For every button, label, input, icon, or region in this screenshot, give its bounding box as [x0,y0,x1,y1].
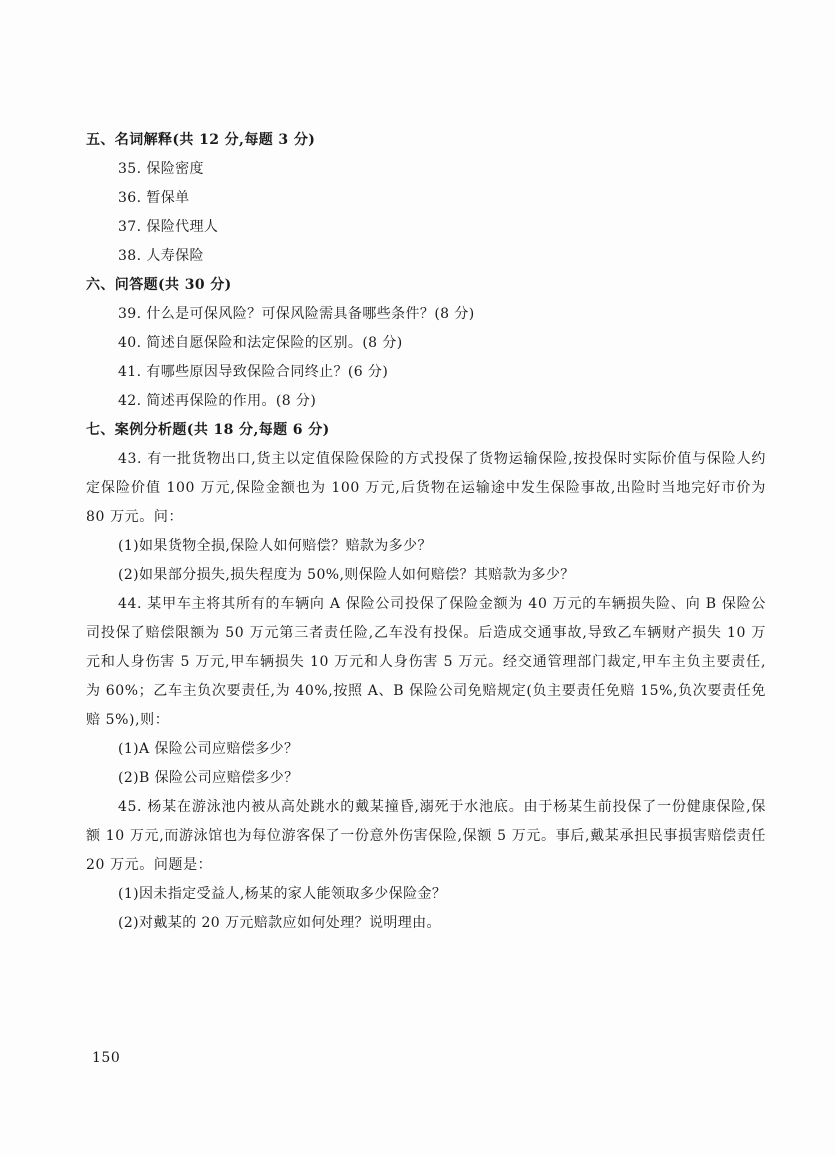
question-40: 40. 简述自愿保险和法定保险的区别。(8 分) [118,335,403,351]
question-43-stem: 43. 有一批货物出口,货主以定值保险保险的方式投保了货物运输保险,按投保时实际价值与保险人约定保险价值 100 万元,保险金额也为 100 万元,后货物在运输途中发生保险事故,出险时当地完好市价为 80 万元。问： [86,451,766,525]
question-44-sub-2: (2)B 保险公司应赔偿多少？ [118,770,299,786]
question-37: 37. 保险代理人 [118,219,219,235]
question-45-sub-1: (1)因未指定受益人,杨某的家人能领取多少保险金？ [118,886,447,902]
question-35: 35. 保险密度 [118,161,204,177]
exam-content [86,126,766,938]
section-5-heading: 五、名词解释(共 12 分,每题 3 分) [86,132,316,148]
question-45-sub-2: (2)对戴某的 20 万元赔款应如何处理？说明理由。 [118,915,441,931]
section-7-heading: 七、案例分析题(共 18 分,每题 6 分) [86,422,330,438]
section-6-heading: 六、问答题(共 30 分) [86,277,232,293]
question-36: 36. 暂保单 [118,190,190,206]
question-45-stem: 45. 杨某在游泳池内被从高处跳水的戴某撞昏,溺死于水池底。由于杨某生前投保了一份健康保险,保额 10 万元,而游泳馆也为每位游客保了一份意外伤害保险,保额 5 万元。事后,戴某承担民事损害赔偿责任 20 万元。问题是： [86,799,766,873]
question-43-sub-2: (2)如果部分损失,损失程度为 50%,则保险人如何赔偿？其赔款为多少？ [118,567,575,583]
question-43-sub-1: (1)如果货物全损,保险人如何赔偿？赔款为多少？ [118,538,432,554]
question-42: 42. 简述再保险的作用。(8 分) [118,393,317,409]
question-44-sub-1: (1)A 保险公司应赔偿多少？ [118,741,299,757]
question-44-stem: 44. 某甲车主将其所有的车辆向 A 保险公司投保了保险金额为 40 万元的车辆损失险、向 B 保险公司投保了赔偿限额为 50 万元第三者责任险,乙车没有投保。后造成交通事故,导致乙车辆财产损失 10 万元和人身伤害 5 万元,甲车辆损失 10 万元和人身伤害 5 万元。经交通管理部门裁定,甲车主负主要责任,为 60%；乙车主负次要责任,为 40%,按照 A、B 保险公司免赔规定(负主要责任免赔 15%,负次要责任免赔 5%),则： [86,596,766,728]
question-38: 38. 人寿保险 [118,248,204,264]
page-number: 150 [92,1050,121,1066]
question-39: 39. 什么是可保风险？可保风险需具备哪些条件？(8 分) [118,306,475,322]
question-41: 41. 有哪些原因导致保险合同终止？(6 分) [118,364,389,380]
